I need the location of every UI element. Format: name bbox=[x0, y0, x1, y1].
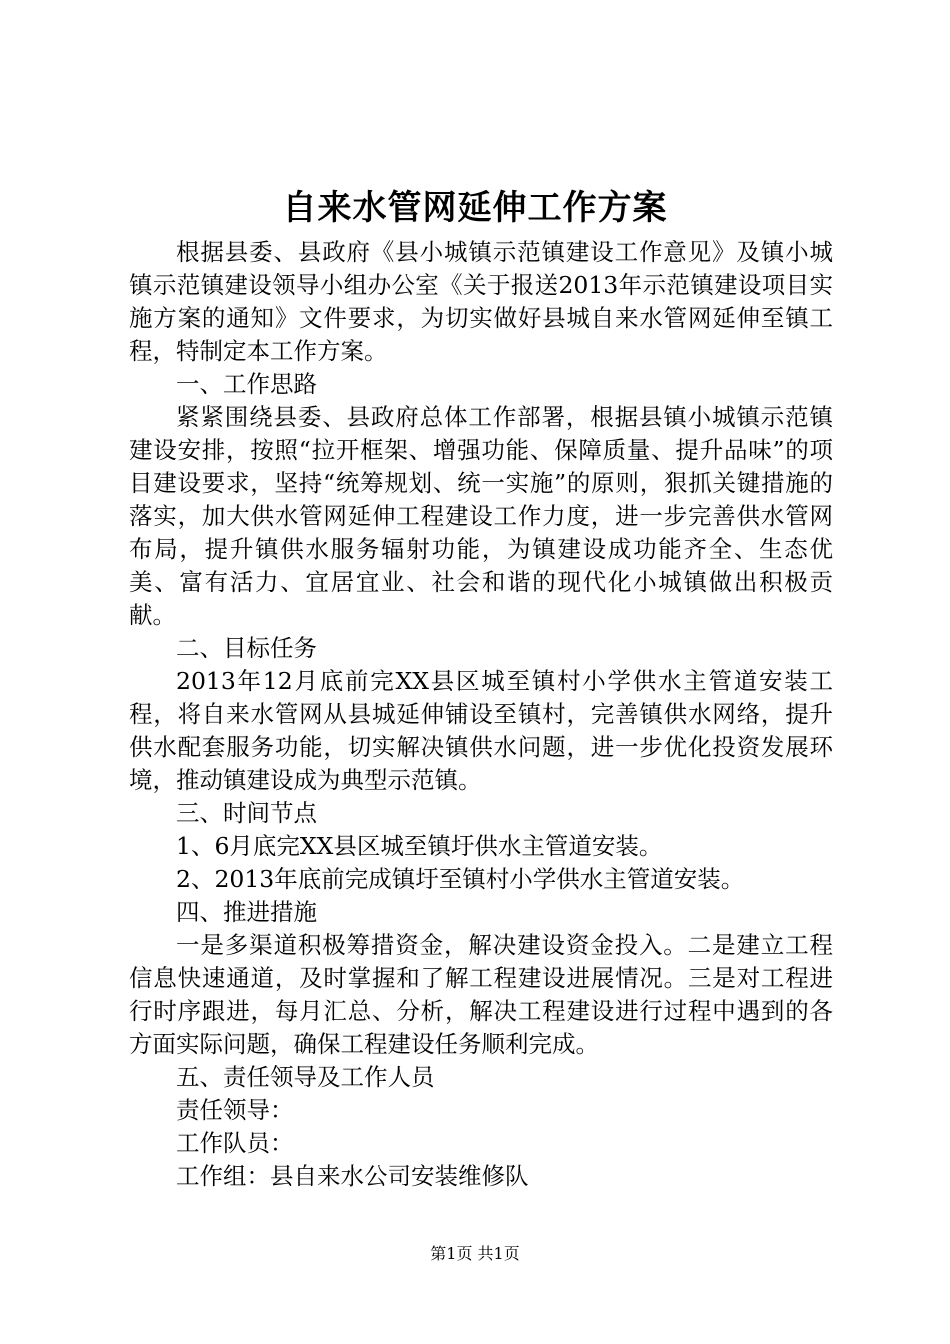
section-text-1: 紧紧围绕县委、县政府总体工作部署，根据县镇小城镇示范镇建设安排，按照“拉开框架、增强功能、保障质量、提升品味”的项目建设要求，坚持“统筹规划、统一实施”的原则，狠抓关键措施的落实，加大供水管网延伸工程建设工作力度，进一步完善供水管网布局，提升镇供水服务辐射功能，为镇建设成功能齐全、生态优美、富有活力、宜居宜业、社会和谐的现代化小城镇做出积极贡献。 bbox=[129, 403, 833, 629]
intro-paragraph: 根据县委、县政府《县小城镇示范镇建设工作意见》及镇小城镇示范镇建设领导小组办公室《关于报送2013年示范镇建设项目实施方案的通知》文件要求，为切实做好县城自来水管网延伸至镇工程，特制定本工作方案。 bbox=[129, 238, 833, 365]
section-heading-5: 五、责任领导及工作人员 bbox=[176, 1063, 435, 1091]
section-heading-1: 一、工作思路 bbox=[176, 370, 317, 398]
section-heading-4: 四、推进措施 bbox=[176, 898, 317, 926]
section-text-2: 2013年12月底前完XX县区城至镇村小学供水主管道安装工程，将自来水管网从县城延伸铺设至镇村，完善镇供水网络，提升供水配套服务功能，切实解决镇供水问题，进一步优化投资发展环境，推动镇建设成为典型示范镇。 bbox=[129, 667, 833, 794]
document-title: 自来水管网延伸工作方案 bbox=[282, 188, 668, 228]
page-footer: 第1页 共1页 bbox=[430, 1244, 520, 1263]
section-3-item-2: 2、2013年底前完成镇圩至镇村小学供水主管道安装。 bbox=[176, 865, 745, 893]
section-text-4: 一是多渠道积极筹措资金，解决建设资金投入。二是建立工程信息快速通道，及时掌握和了解工程建设进展情况。三是对工程进行时序跟进，每月汇总、分析，解决工程建设进行过程中遇到的各方面实际问题，确保工程建设任务顺利完成。 bbox=[129, 931, 833, 1058]
document-body bbox=[129, 236, 833, 1193]
work-group-line: 工作组：县自来水公司安装维修队 bbox=[176, 1162, 529, 1190]
section-heading-3: 三、时间节点 bbox=[176, 799, 317, 827]
section-3-item-1: 1、6月底完XX县区城至镇圩供水主管道安装。 bbox=[176, 832, 663, 860]
responsible-leader-line: 责任领导： bbox=[176, 1096, 294, 1124]
team-members-line: 工作队员： bbox=[176, 1129, 294, 1157]
section-heading-2: 二、目标任务 bbox=[176, 634, 317, 662]
